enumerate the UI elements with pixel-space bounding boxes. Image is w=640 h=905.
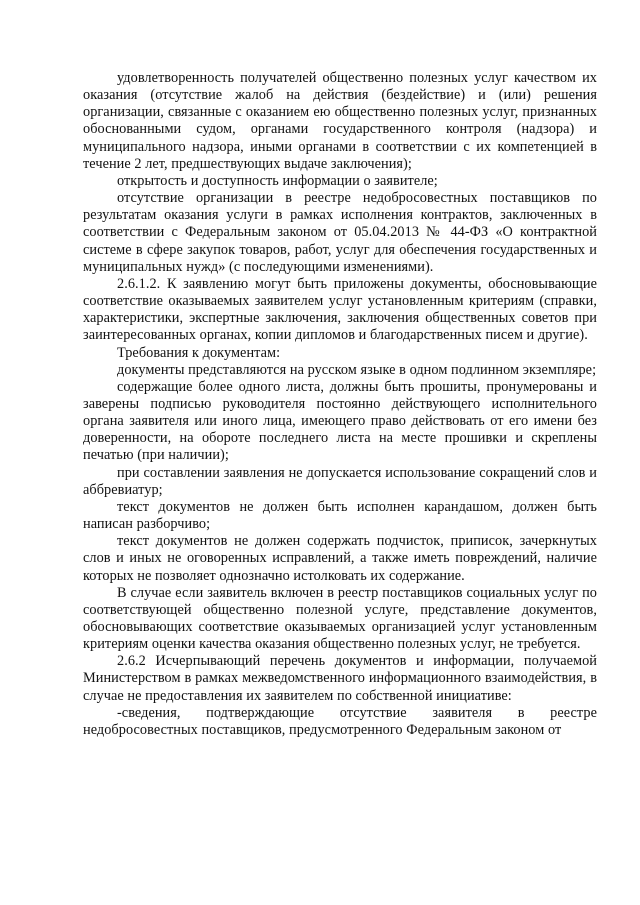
paragraph-2-6-2: 2.6.2 Исчерпывающий перечень документов и информации, получаемой Министерством в рамках межведомственного информационного взаимодействия, в случае не предоставления их заявителем по собственной инициативе: [83,653,597,704]
body-text [83,70,597,739]
paragraph-pencil-requirement: текст документов не должен быть исполнен карандашом, должен быть написан разборчиво; [83,498,597,533]
paragraph-openness: открытость и доступность информации о заявителе; [117,172,438,189]
paragraph-satisfaction: удовлетворенность получателей общественно полезных услуг качеством их оказания (отсутствие жалоб на действия (бездействие) и (или) решения организации, связанные с оказанием ею общественно полезных услуг, признанных обоснованными судом, органами государственного контроля (надзора) и муниципального надзора, иными органами в соответствии с их компетенцией в течение 2 лет, предшествующих выдаче заключения); [83,70,597,172]
paragraph-info-absence: -сведения, подтверждающие отсутствие заявителя в реестре недобросовестных поставщиков, предусмотренного Федеральным законом от [83,704,597,738]
paragraph-2-6-1-2: 2.6.1.2. К заявлению могут быть приложены документы, обосновывающие соответствие оказываемых заявителем услуг установленным критериям (справки, характеристики, экспертные заключения, заключения общественных советов при заинтересованных органах, копии дипломов и благодарственных писем и другие). [83,275,597,344]
paragraph-language-requirement: документы представляются на русском языке в одном подлинном экземпляре; [117,361,597,378]
paragraph-registry-absence: отсутствие организации в реестре недобросовестных поставщиков по результатам оказания услуги в рамках исполнения контрактов, заключенных в соответствии с Федеральным законом от 05.04.2013 № 44-ФЗ «О контрактной системе в сфере закупок товаров, работ, услуг для обеспечения государственных и муниципальных нужд» (с последующими изменениями). [83,190,597,275]
paragraph-corrections-requirement: текст документов не должен содержать подчисток, приписок, зачеркнутых слов и иных не оговоренных исправлений, а также иметь повреждений, наличие которых не позволяет однозначно истолковать их содержание. [83,533,597,584]
paragraph-binding-requirement: содержащие более одного листа, должны быть прошиты, пронумерованы и заверены подписью руководителя постоянно действующего исполнительного органа заявителя или иного лица, имеющего право действовать от его имени без доверенности, на обороте последнего листа на месте прошивки и скреплены печатью (при наличии); [83,378,597,464]
paragraph-registry-exemption: В случае если заявитель включен в реестр поставщиков социальных услуг по соответствующей общественно полезной услуге, представление документов, обосновывающих соответствие оказываемых организацией услуг установленным критериям оценки качества оказания общественно полезных услуг, не требуется. [83,584,597,653]
paragraph-requirements-heading: Требования к документам: [117,344,281,361]
paragraph-abbreviation-requirement: при составлении заявления не допускается использование сокращений слов и аббревиатур; [83,464,597,498]
